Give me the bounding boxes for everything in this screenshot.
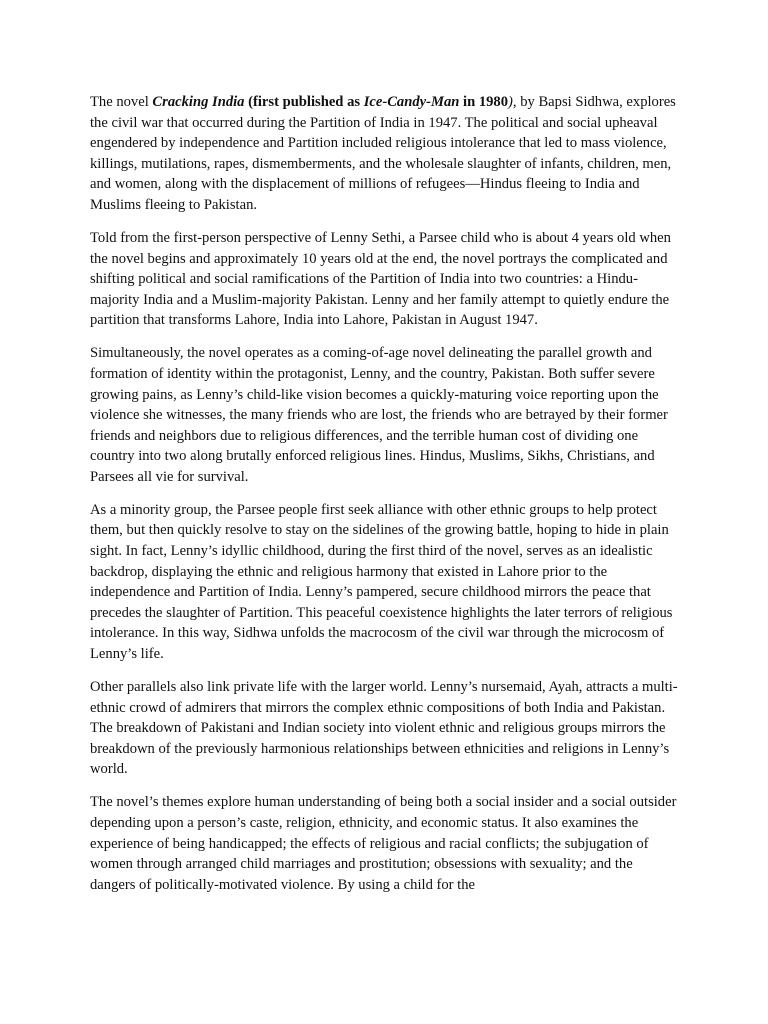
paren-open: ( [248, 94, 253, 110]
paragraph-3: Simultaneously, the novel operates as a coming-of-age novel delineating the parallel growth and formation of identity within the protagonist, Lenny, and the country, Pakistan. Both suffer severe growing pains, as Lenny’s child-like vision becomes a quickly-maturing voice reporting upon the violence she witnesses, the many friends who are lost, the friends who are betrayed by their former friends and neighbors due to religious differences, and the terrible human cost of dividing one country into two along brutally enforced religious lines. Hindus, Muslims, Sikhs, Christians, and Parsees all vie for survival. [90, 345, 668, 485]
document-page [90, 92, 680, 908]
alt-title: Ice-Candy-Man [363, 94, 460, 110]
p1-body-text: , by Bapsi Sidhwa, explores the civil war that occurred during the Partition of India in 1947. The political and social upheaval engendered by independence and Partition included religious intolerance that led to mass violence, killings, mutilations, rapes, dismemberments, and the wholesale slaughter of infants, children, men, and women, along with the displacement of millions of refugees—Hindus fleeing to India and Muslims fleeing to Pakistan. [90, 94, 676, 213]
p1-intro-text: The novel [90, 94, 153, 110]
publication-year: in 1980 [459, 94, 509, 110]
novel-title: Cracking India [152, 94, 245, 110]
paragraph-6: The novel’s themes explore human understanding of being both a social insider and a social outsider depending upon a person’s caste, religion, ethnicity, and economic status. It also examines the experience of being handicapped; the effects of religious and racial conflicts; the subjugation of women through arranged child marriages and prostitution; obsessions with sexuality; and the dangers of politically-motivated violence. By using a child for the [90, 794, 677, 893]
paragraph-2: Told from the first-person perspective of Lenny Sethi, a Parsee child who is about 4 years old when the novel begins and approximately 10 years old at the end, the novel portrays the complicated and shifting political and social ramifications of the Partition of India into two countries: a Hindu-majority India and a Muslim-majority Pakistan. Lenny and her family attempt to quietly endure the partition that transforms Lahore, India into Lahore, Pakistan in August 1947. [90, 229, 671, 329]
first-published-label: first published as [253, 94, 364, 110]
publication-note [248, 94, 508, 110]
paragraph-5: Other parallels also link private life with the larger world. Lenny’s nursemaid, Ayah, attracts a multi-ethnic crowd of admirers that mirrors the complex ethnic compositions of both India and Pakistan. The breakdown of Pakistani and Indian society into violent ethnic and religious groups mirrors the breakdown of the previously harmonious relationships between ethnicities and religions in Lenny’s world. [90, 679, 678, 778]
paragraph-1 [90, 92, 680, 216]
paren-close: ) [508, 94, 513, 110]
paragraph-4: As a minority group, the Parsee people first seek alliance with other ethnic groups to help protect them, but then quickly resolve to stay on the sidelines of the growing battle, hoping to hide in plain sight. In fact, Lenny’s idyllic childhood, during the first third of the novel, serves as an idealistic backdrop, displaying the ethnic and religious harmony that existed in Lahore prior to the independence and Partition of India. Lenny’s pampered, secure childhood mirrors the peace that precedes the slaughter of Partition. This peaceful coexistence highlights the later terrors of religious intolerance. In this way, Sidhwa unfolds the macrocosm of the civil war through the microcosm of Lenny’s life. [90, 501, 673, 663]
